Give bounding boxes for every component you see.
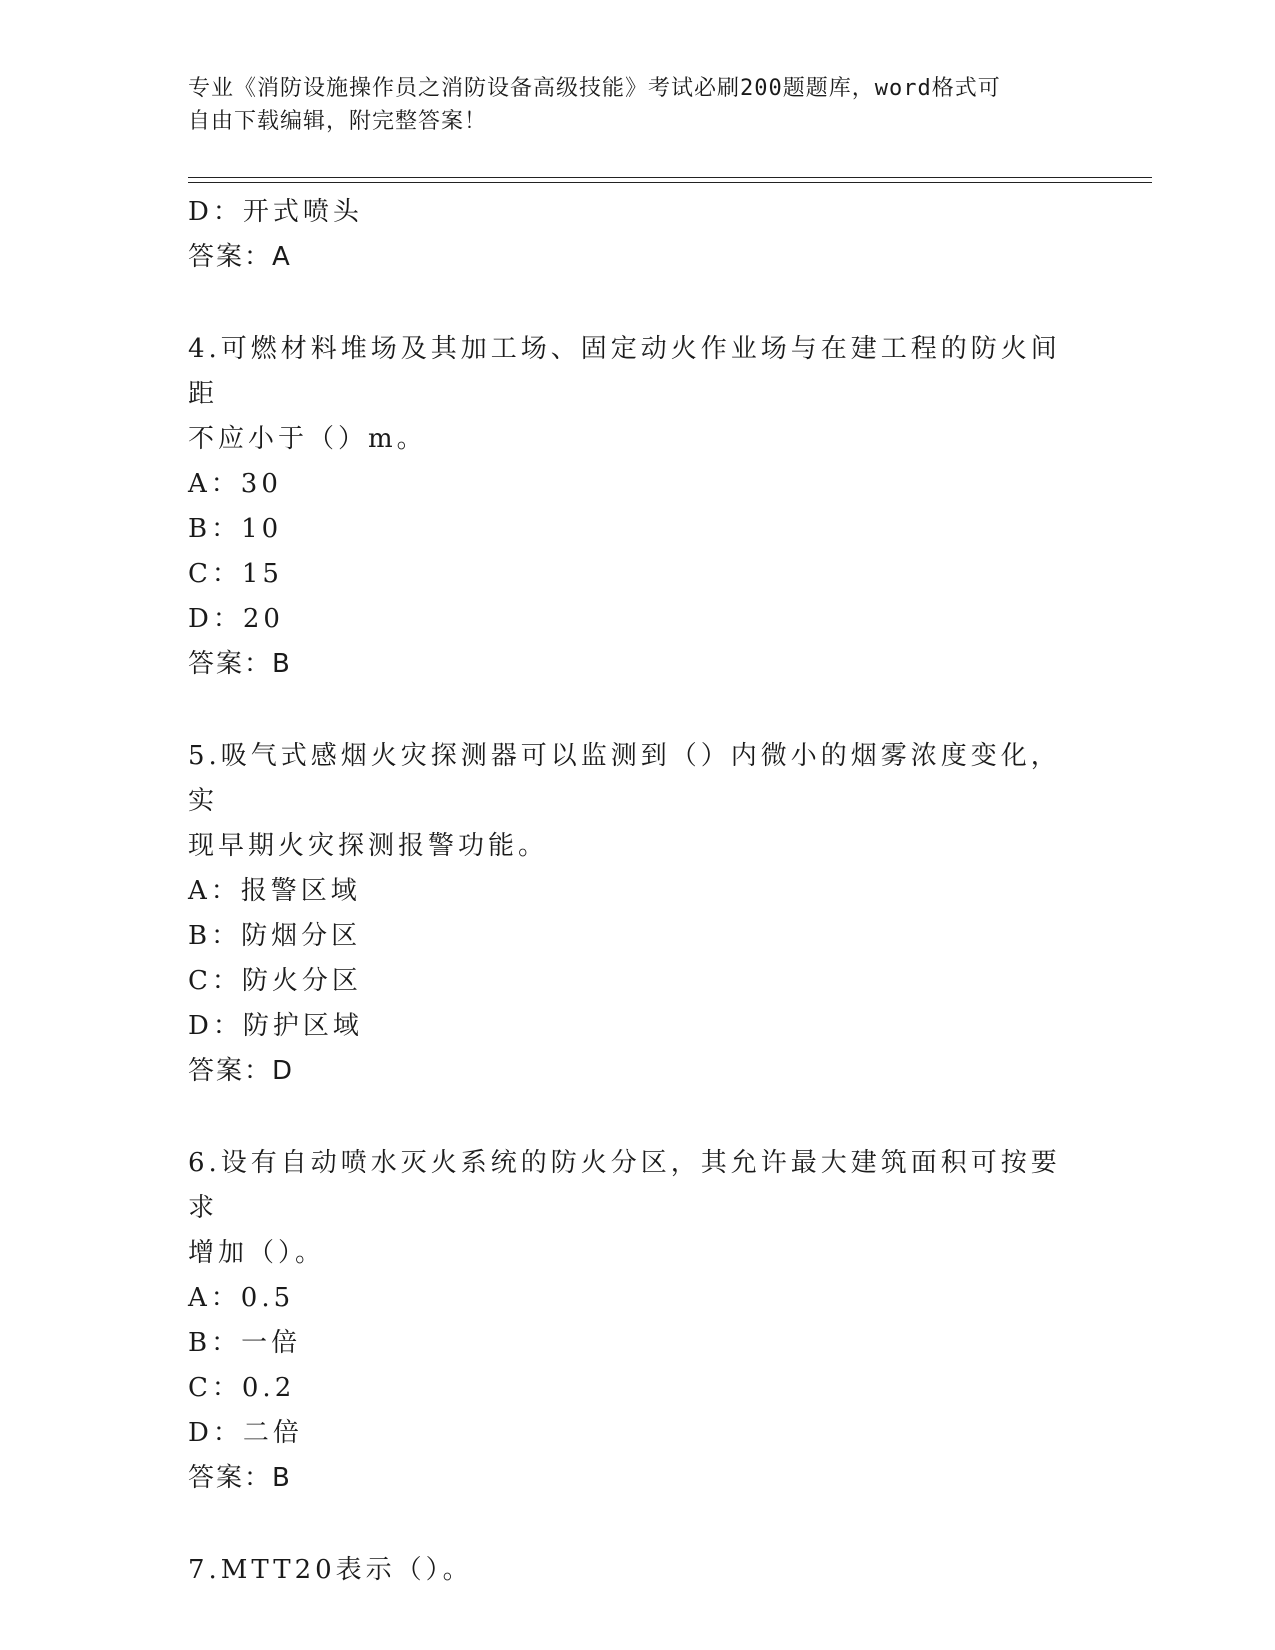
question-6	[188, 1141, 1068, 1501]
header-rule-bottom	[188, 182, 1152, 183]
question-stem: 5.吸气式感烟火灾探测器可以监测到（）内微小的烟雾浓度变化，实	[188, 741, 1061, 816]
answer-line: 答案：B	[188, 649, 292, 679]
answer-line: 答案：D	[188, 1056, 295, 1086]
answer-line: 答案：A	[188, 242, 292, 272]
question-list	[188, 190, 1068, 1593]
question-7	[188, 1548, 1068, 1593]
question-stem: 4.可燃材料堆场及其加工场、固定动火作业场与在建工程的防火间距	[188, 334, 1061, 409]
option-d: D：防护区域	[188, 1011, 363, 1041]
option-a: A：0.5	[188, 1283, 295, 1313]
question-stem: 7.MTT20表示（）。	[188, 1555, 473, 1585]
option-d: D：20	[188, 604, 284, 634]
answer-line: 答案：B	[188, 1463, 292, 1493]
question-stem-cont: 现早期火灾探测报警功能。	[188, 831, 549, 861]
header-line-1: 专业《消防设施操作员之消防设备高级技能》考试必刷200题题库，word格式可	[188, 76, 1001, 101]
page-header	[188, 72, 1068, 138]
question-stem-cont: 增加（）。	[188, 1238, 326, 1268]
option-b: B：10	[188, 514, 283, 544]
question-stem-cont: 不应小于（）m。	[188, 424, 427, 454]
option-a: A：报警区域	[188, 876, 361, 906]
question-5	[188, 734, 1068, 1094]
option-b: B：一倍	[188, 1328, 302, 1358]
option-c: C：15	[188, 559, 283, 589]
header-line-2: 自由下载编辑，附完整答案！	[188, 109, 488, 134]
header-rule-top	[188, 177, 1152, 178]
option-d: D：二倍	[188, 1418, 303, 1448]
question-stem: 6.设有自动喷水灭火系统的防火分区，其允许最大建筑面积可按要求	[188, 1148, 1061, 1223]
option-b: B：防烟分区	[188, 921, 362, 951]
option-c: C：0.2	[188, 1373, 296, 1403]
option-a: A：30	[188, 469, 282, 499]
option-d: D：开式喷头	[188, 197, 363, 227]
question-4	[188, 327, 1068, 687]
option-c: C：防火分区	[188, 966, 362, 996]
